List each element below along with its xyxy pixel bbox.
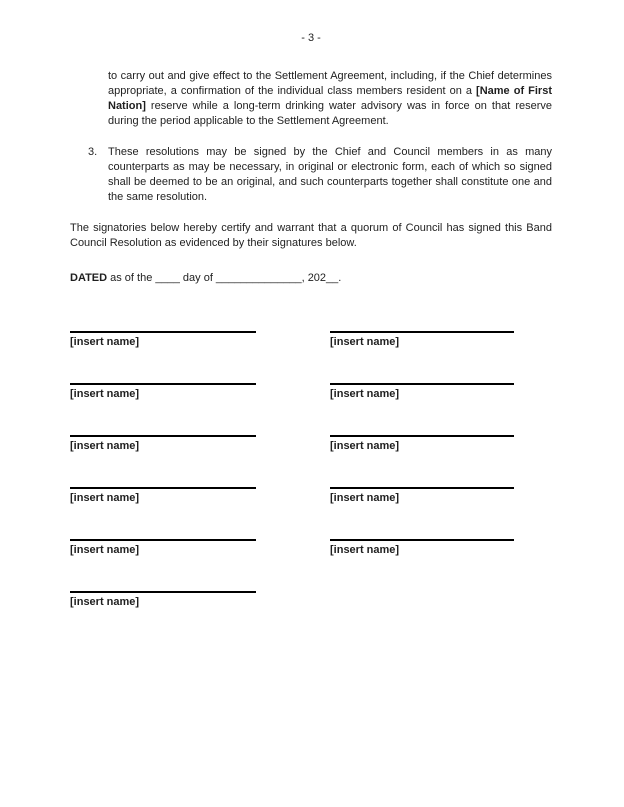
signature-name-placeholder: [insert name] bbox=[330, 388, 400, 400]
signature-block bbox=[330, 435, 514, 454]
signature-block bbox=[70, 435, 256, 454]
signature-grid bbox=[70, 331, 552, 610]
list-item-3-number: 3. bbox=[88, 146, 98, 158]
signature-block bbox=[330, 383, 514, 402]
signature-name-placeholder: [insert name] bbox=[330, 440, 400, 452]
signature-name-placeholder: [insert name] bbox=[70, 440, 140, 452]
list-item-3 bbox=[88, 145, 552, 205]
signature-name-placeholder: [insert name] bbox=[70, 596, 140, 608]
paragraph-settlement-text-before: to carry out and give effect to the Settlement Agreement, including, if the Chief determines appropriate, a confirmation of the individual class members resident on a bbox=[108, 70, 552, 97]
signature-block bbox=[330, 539, 514, 558]
signature-block bbox=[330, 487, 514, 506]
signature-block bbox=[70, 487, 256, 506]
signature-name-placeholder: [insert name] bbox=[70, 492, 140, 504]
paragraph-settlement-continuation bbox=[108, 69, 552, 129]
dated-label: DATED bbox=[70, 272, 108, 284]
signature-name-placeholder: [insert name] bbox=[330, 492, 400, 504]
signature-name-placeholder: [insert name] bbox=[70, 544, 140, 556]
signature-block bbox=[70, 331, 256, 350]
dated-line bbox=[70, 271, 552, 286]
signature-block bbox=[70, 591, 256, 610]
signature-block bbox=[70, 383, 256, 402]
name-of-first-nation-placeholder: [Name of First Nation] bbox=[108, 85, 552, 112]
signature-block bbox=[70, 539, 256, 558]
signature-block bbox=[330, 331, 514, 350]
page-number: - 3 - bbox=[301, 32, 321, 44]
paragraph-settlement-text-after: reserve while a long-term drinking water advisory was in force on that reserve during the period applicable to the Settlement Agreement. bbox=[108, 100, 552, 127]
signature-name-placeholder: [insert name] bbox=[70, 336, 140, 348]
list-item-3-text: These resolutions may be signed by the Chief and Council members in as many counterparts as may be necessary, in original or electronic form, each of which so signed shall be deemed to be an original, and such counterparts together shall constitute one and the same resolution. bbox=[108, 146, 552, 203]
dated-blanks-text: as of the ____ day of ______________, 202__. bbox=[107, 272, 342, 284]
signature-name-placeholder: [insert name] bbox=[330, 544, 400, 556]
certification-paragraph: The signatories below hereby certify and warrant that a quorum of Council has signed this Band Council Resolution as evidenced by their signatures below. bbox=[70, 222, 552, 249]
signature-name-placeholder: [insert name] bbox=[330, 336, 400, 348]
signature-name-placeholder: [insert name] bbox=[70, 388, 140, 400]
